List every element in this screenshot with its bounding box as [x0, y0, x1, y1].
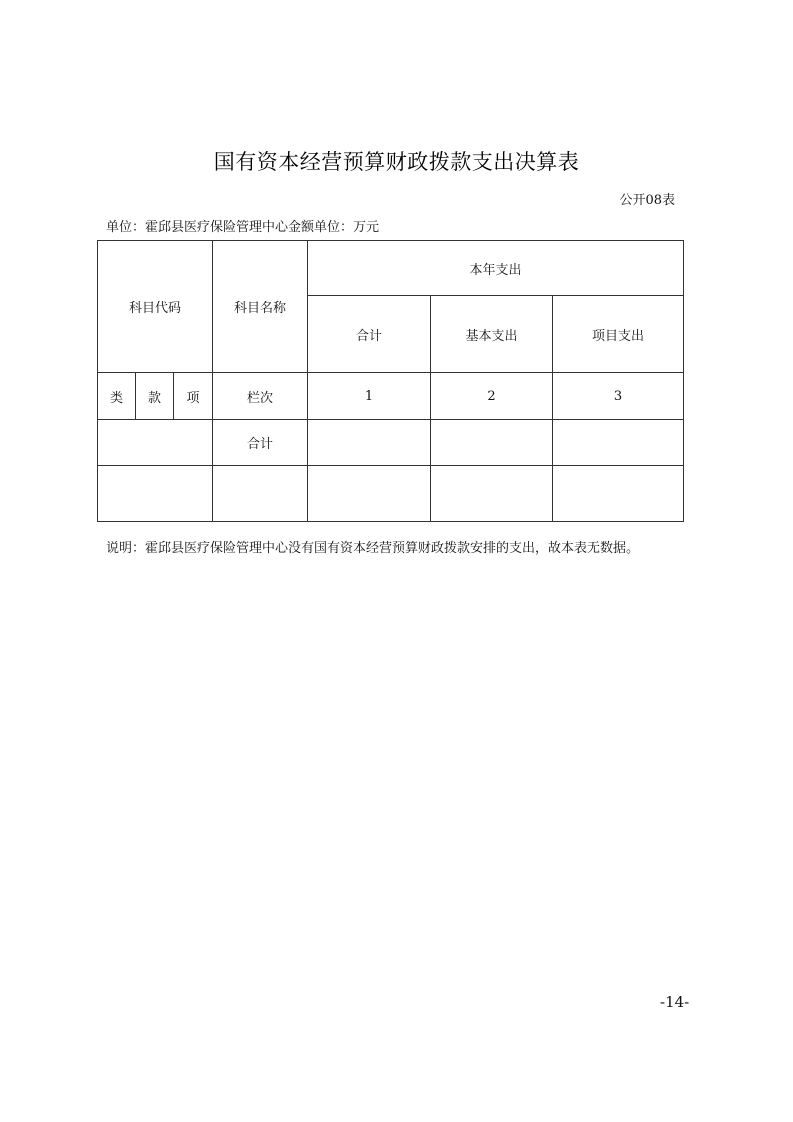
form-number: 公开08表: [619, 193, 675, 208]
total-row-code: [98, 420, 213, 466]
unit-line: 单位：霍邱县医疗保险管理中心金额单位：万元: [106, 220, 380, 235]
empty-row-total: [308, 466, 431, 522]
empty-row-name: [213, 466, 308, 522]
empty-row-project: [553, 466, 684, 522]
page-number: -14-: [660, 993, 690, 1011]
header-total: 合计: [308, 296, 431, 373]
header-current-year-expense: 本年支出: [308, 241, 684, 296]
index-section: 款: [136, 373, 174, 420]
empty-row-basic: [431, 466, 553, 522]
expense-table: [97, 240, 684, 522]
empty-row-code: [98, 466, 213, 522]
index-item: 项: [174, 373, 213, 420]
header-basic-expense: 基本支出: [431, 296, 553, 373]
table-row: [98, 420, 684, 466]
index-class: 类: [98, 373, 136, 420]
index-col-1: 1: [308, 373, 431, 420]
header-subject-name: 科目名称: [213, 241, 308, 373]
table-row: [98, 373, 684, 420]
total-row-label: 合计: [213, 420, 308, 466]
index-column-label: 栏次: [213, 373, 308, 420]
table-note: 说明：霍邱县医疗保险管理中心没有国有资本经营预算财政拨款安排的支出，故本表无数据。: [106, 541, 640, 556]
index-col-2: 2: [431, 373, 553, 420]
table-row: [98, 466, 684, 522]
total-row-total: [308, 420, 431, 466]
page-title: 国有资本经营预算财政拨款支出决算表: [213, 150, 580, 174]
header-project-expense: 项目支出: [553, 296, 684, 373]
total-row-project: [553, 420, 684, 466]
index-col-3: 3: [553, 373, 684, 420]
header-subject-code: 科目代码: [98, 241, 213, 373]
total-row-basic: [431, 420, 553, 466]
